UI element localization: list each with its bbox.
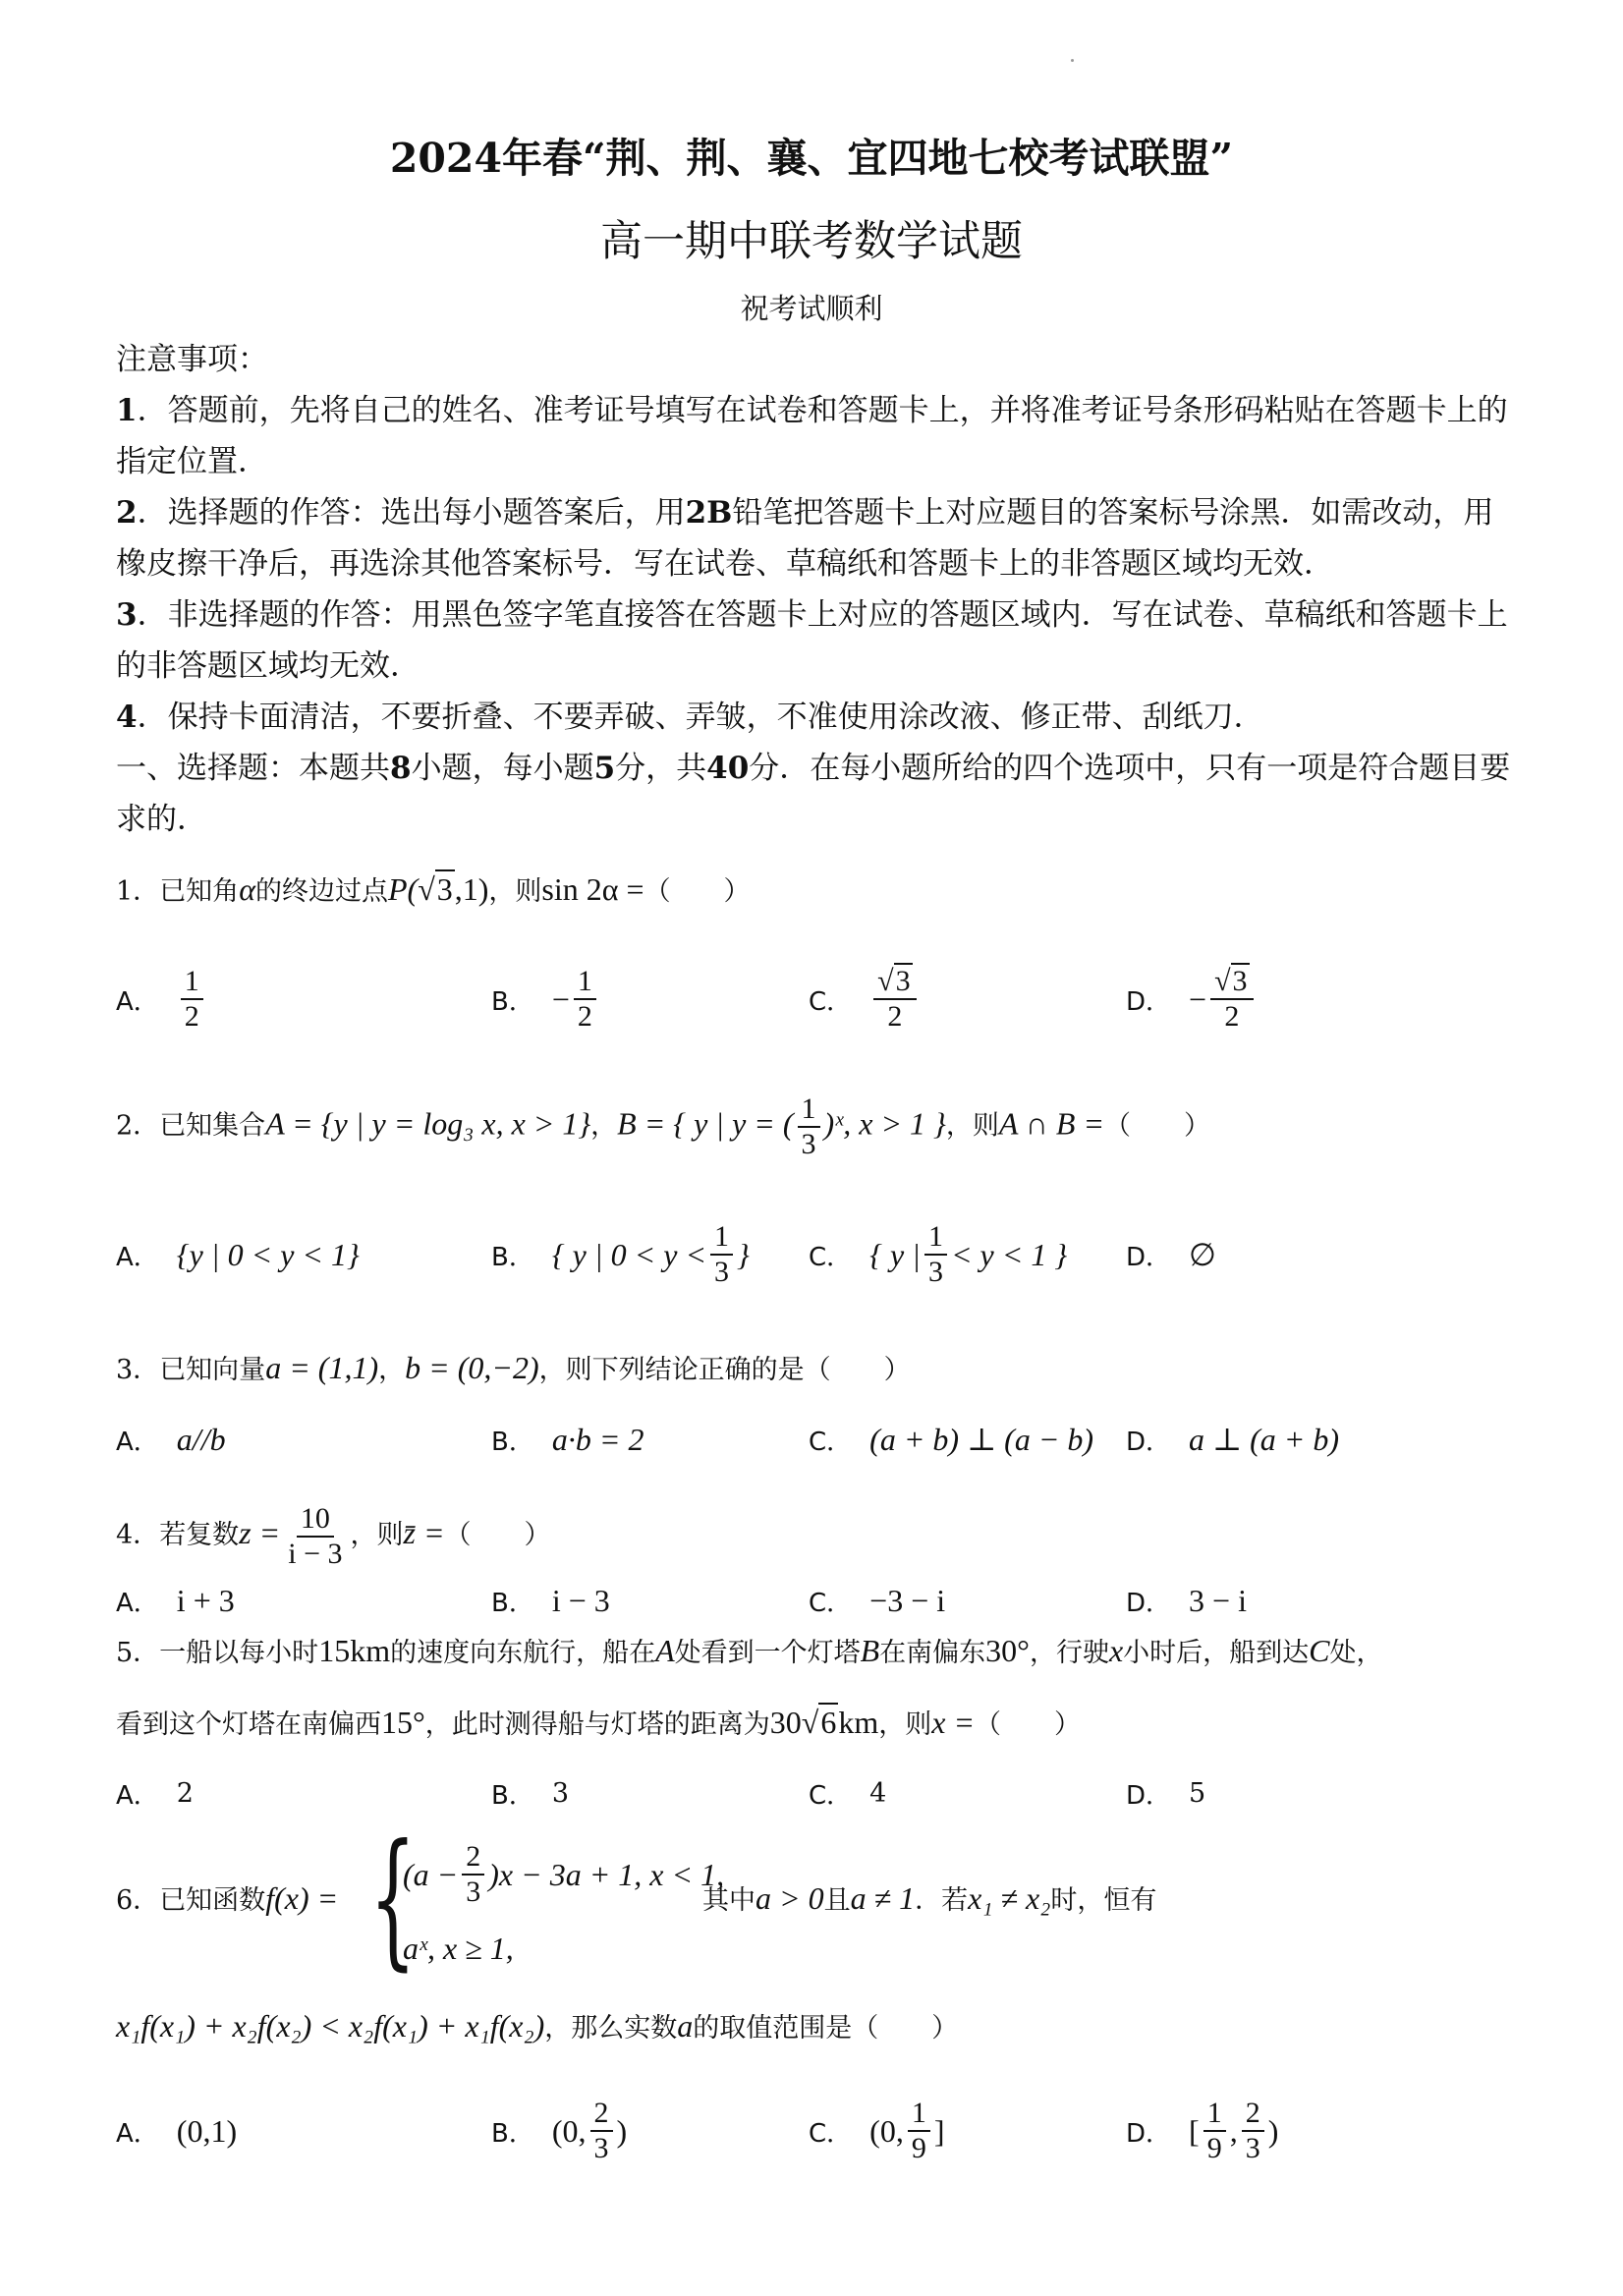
notice-item-3: 3．非选择题的作答：用黑色签字笔直接答在答题卡上对应的答题区域内．写在试卷、草稿纸和答题卡上的非答题区域均无效． bbox=[116, 597, 1508, 684]
q1-option-a[interactable]: A． $\frac{1}{2}$ bbox=[116, 955, 207, 1043]
q3-option-c[interactable]: C． (a + b) ⊥ (a − b) bbox=[809, 1422, 1094, 1457]
q4-option-a[interactable]: A． i + 3 bbox=[116, 1582, 235, 1618]
q2-option-b[interactable]: B． { y | 0 < y < $\frac{1}{3}$ } bbox=[491, 1220, 750, 1288]
question-6-options bbox=[116, 2087, 1521, 2175]
exam-blessing: 祝考试顺利 bbox=[740, 292, 883, 325]
q2-option-c[interactable]: C． { y | $\frac{1}{3}$ < y < 1 } bbox=[809, 1220, 1068, 1288]
section-heading: 一、选择题：本题共8小题，每小题5分，共40分．在每小题所给的四个选项中，只有一项是符合题目要求的． bbox=[116, 751, 1511, 837]
question-1: 1．已知角α的终边过点P(√3,1)，则sin 2α =（ ） bbox=[116, 871, 751, 907]
exam-subtitle: 高一期中联考数学试题 bbox=[600, 217, 1023, 266]
notice-item-2: 2．选择题的作答：选出每小题答案后，用2B铅笔把答题卡上对应题目的答案标号涂黑．如需改动，用橡皮擦干净后，再选涂其他答案标号．写在试卷、草稿纸和答题卡上的非答题区域均无效． bbox=[116, 495, 1494, 582]
notice-heading: 注意事项： bbox=[116, 342, 268, 377]
question-2-options bbox=[116, 1210, 1521, 1299]
question-6-inequality: x₁f(x₁) + x₂f(x₂) < x₂f(x₁) + x₁f(x₂)，那么实数a的取值范围是（ ） bbox=[116, 2008, 959, 2044]
q6-option-c[interactable]: C． (0, $\frac{1}{9}$ ] bbox=[809, 2097, 945, 2164]
q5-option-a[interactable]: A． 2 bbox=[116, 1777, 194, 1811]
question-5-options bbox=[116, 1768, 1521, 1818]
scan-speck bbox=[1071, 59, 1074, 62]
q6-option-d[interactable]: D． [ $\frac{1}{9}$ , $\frac{2}{3}$ ) bbox=[1126, 2097, 1279, 2164]
question-3: 3．已知向量a = (1,1)，b = (0,−2)，则下列结论正确的是（ ） bbox=[116, 1350, 911, 1385]
question-2: 2．已知集合A = {y | y = log₃ x, x > 1}，B = { y | y = ( $\frac{1}{3}$ )ˣ, x > 1 }，则A ∩ B =（ ） bbox=[116, 1092, 1211, 1160]
q6-case-2: aˣ, x ≥ 1, bbox=[403, 1931, 514, 1966]
notice-block bbox=[116, 334, 1511, 845]
q6-case-1: (a − $\frac{2}{3}$ )x − 3a + 1, x < 1, bbox=[403, 1840, 725, 1908]
q4-option-c[interactable]: C． −3 − i bbox=[809, 1582, 946, 1618]
q6-option-a[interactable]: A． (0,1) bbox=[116, 2112, 238, 2149]
q2-option-d[interactable]: D． ∅ bbox=[1126, 1237, 1216, 1272]
q6-option-b[interactable]: B． (0, $\frac{2}{3}$ ) bbox=[491, 2097, 628, 2164]
q5-option-d[interactable]: D． 5 bbox=[1126, 1777, 1206, 1811]
notice-item-1: 1．答题前，先将自己的姓名、准考证号填写在试卷和答题卡上，并将准考证号条形码粘贴在答题卡上的指定位置． bbox=[116, 393, 1508, 479]
q2-option-a[interactable]: A． {y | 0 < y < 1} bbox=[116, 1236, 360, 1272]
question-4-options bbox=[116, 1576, 1521, 1625]
q3-option-b[interactable]: B． a·b = 2 bbox=[491, 1421, 644, 1457]
q6-piecewise-brace: { bbox=[369, 1814, 417, 1985]
q1-option-b[interactable]: B． − $\frac{1}{2}$ bbox=[491, 955, 600, 1043]
q4-option-d[interactable]: D． 3 − i bbox=[1126, 1582, 1247, 1618]
q1-option-d[interactable]: D． − $\frac{√3}{2}$ bbox=[1126, 955, 1258, 1043]
exam-title: 2024年春“荆、荆、襄、宜四地七校考试联盟” bbox=[389, 135, 1234, 182]
question-6-lead: 6．已知函数f(x) = bbox=[116, 1880, 339, 1916]
q5-option-b[interactable]: B． 3 bbox=[491, 1777, 570, 1811]
q3-option-d[interactable]: D． a ⊥ (a + b) bbox=[1126, 1422, 1340, 1457]
question-3-options bbox=[116, 1405, 1521, 1474]
q4-option-b[interactable]: B． i − 3 bbox=[491, 1582, 610, 1618]
q3-option-a[interactable]: A． a//b bbox=[116, 1421, 226, 1457]
question-5-line-2: 看到这个灯塔在南偏西15°，此时测得船与灯塔的距离为30√6km，则x =（ ） bbox=[116, 1705, 1082, 1740]
question-1-options bbox=[116, 955, 1521, 1043]
notice-item-4: 4．保持卡面清洁，不要折叠、不要弄破、弄皱，不准使用涂改液、修正带、刮纸刀． bbox=[116, 700, 1264, 735]
question-5-line-1: 5．一船以每小时15km的速度向东航行，船在A处看到一个灯塔B在南偏东30°，行驶x小时后，船到达C处， bbox=[116, 1633, 1383, 1668]
q1-option-c[interactable]: C． $\frac{√3}{2}$ bbox=[809, 955, 921, 1043]
question-6-condition: 其中a > 0且a ≠ 1．若x₁ ≠ x₂时，恒有 bbox=[702, 1880, 1157, 1916]
q5-option-c[interactable]: C． 4 bbox=[809, 1777, 887, 1811]
question-4: 4．若复数z = $\frac{10}{i - 3}$ ，则z̄ =（ ） bbox=[116, 1501, 551, 1570]
